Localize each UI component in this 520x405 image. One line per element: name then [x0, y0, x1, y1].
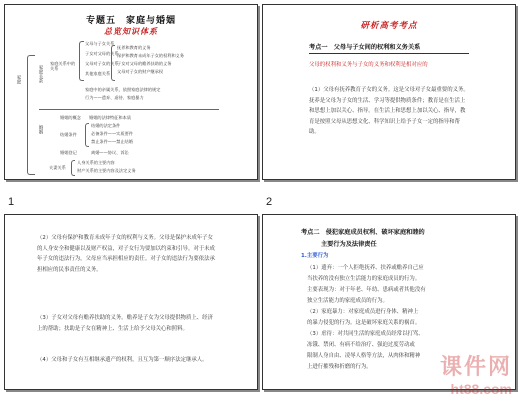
mindmap-root: 家庭 — [15, 75, 21, 84]
body-line-9: 限制人身自由、凌辱人格等方法，从肉体和精神 — [307, 353, 421, 359]
watermark-big: 课件网 — [439, 354, 512, 379]
body-line-1: （1）遗弃：一个人拒绝抚养、扶养或赡养自己应 — [307, 265, 424, 271]
mindmap-item-b4: 禁止条件——禁止结婚 — [91, 139, 133, 144]
section-heading: 1.主要行为 — [301, 253, 329, 259]
slide-number-2: 2 — [266, 196, 273, 208]
mindmap-note-a1: 家庭中的亲属关系，依照家庭法律的规定 — [85, 87, 161, 92]
kaodian-heading-line2: 主要行为及法律责任 — [321, 241, 377, 248]
mindmap-group-b3: 婚姻登记 — [60, 150, 77, 155]
mindmap-group-b4: 夫妻关系 — [49, 165, 66, 170]
mindmap-right-4: 父母对子女的财产继承权 — [117, 69, 164, 74]
body-paragraph-3: （4）父母和子女有互相继承遗产的权利，且互为第一顺序法定继承人。 — [37, 357, 208, 363]
slide-3-thumbnail[interactable] — [4, 214, 258, 390]
mindmap-brace-b4 — [71, 160, 75, 176]
mindmap-branch-b: 婚姻 — [37, 125, 43, 134]
body-line-2: 当扶养的没有独立生活能力的家庭成员的行为。 — [307, 276, 421, 282]
body-line-10: 上进行摧残和折磨的行为。 — [307, 364, 372, 370]
watermark-url: ht88.com — [450, 381, 512, 397]
highlight-text: 父母的权利和义务与子女的义务和权利是相对应的 — [309, 62, 428, 68]
mindmap-item-a1: 父母与子女关系 — [85, 41, 115, 46]
kaodian-heading: 考点一 父母与子女间的权利和义务关系 — [309, 44, 421, 51]
mindmap-group-b2: 结婚条件 — [60, 132, 77, 137]
slide-title: 研析高考考点 — [360, 21, 418, 31]
kaodian-underline — [309, 53, 469, 54]
mindmap-brace-rights — [111, 45, 115, 81]
body-paragraph-1: （2）父母有保护和教育未成年子女的权利与义务。父母是保护未成年子女的人身安全和健康以及财产权益，对子女行为要加以约束和引导。对于未成年子女的违法行为，父母应当承担相应的责任。对子女的违法行为要依法承担相应的民事责任的义务。 — [37, 235, 215, 273]
mindmap-item-b1: 婚姻的法律特征和本质 — [89, 115, 131, 120]
mindmap-item-a2: 子女对父母的关系 — [85, 51, 119, 56]
mindmap-brace-root — [27, 55, 35, 175]
mindmap-item-b7: 财产关系的主要内容及法定义务 — [77, 168, 136, 173]
slide-subtitle: 总览知识体系 — [104, 27, 158, 36]
body-line-8: 冻饿、禁闭、有病不给治疗、强迫过度劳动或 — [307, 342, 415, 348]
mindmap-brace-a — [79, 41, 84, 81]
slide-2-thumbnail[interactable] — [262, 4, 516, 180]
mindmap-item-a4: 其他家庭关系 — [85, 71, 111, 76]
mindmap-right-1: 抚养和教育的义务 — [117, 45, 151, 50]
body-line-6: 的暴力侵犯的行为。这是破坏家庭关系的祸首。 — [307, 320, 421, 326]
mindmap-group-b1: 婚姻的概念 — [60, 115, 81, 120]
mindmap-note-a2: 行为——遗弃、虐待、家庭暴力 — [85, 95, 144, 100]
mindmap-item-b2: 结婚的法定条件 — [91, 123, 121, 128]
mindmap-right-3: 子女对父母的赡养扶助的义务 — [117, 61, 172, 66]
body-paragraph-2: （3）子女对父母有赡养扶助的义务。赡养是子女为父母提供物质上、经济上的帮助；扶助是子女在精神上、生活上给予父母关心和照料。 — [37, 315, 213, 332]
mindmap-item-b5: 离婚——协议、诉讼 — [91, 150, 129, 155]
body-line-3: 主要表现为：对于年老、年幼、患病或者其他没有 — [307, 287, 426, 293]
body-paragraph: （1）父母有抚养教育子女的义务。这是父母对子女最重要的义务。抚养是父母为子女的生活、学习等提供物质条件；教育是在生活上和思想上加以关心、指导。在生活上和思想上加以关心、指导，教育是按照父母从思想文化、科学知识上给予子女一定的指导和帮助。 — [309, 87, 469, 136]
site-watermark — [440, 350, 512, 397]
mindmap-brace-b2 — [85, 123, 89, 147]
body-line-7: （3）虐待：对共同生活的家庭成员经常以打骂、 — [307, 331, 424, 337]
mindmap-item-a3: 父母对子女的关系 — [85, 61, 119, 66]
slide-number-1: 1 — [8, 196, 15, 208]
mindmap-item-b6: 人身关系的主要内容 — [77, 160, 115, 165]
mindmap-branch-a: 家庭关系 — [37, 65, 43, 83]
body-line-5: （2）家庭暴力：对家庭成员进行身体、精神上 — [307, 309, 419, 315]
body-line-4: 独立生活能力的家庭成员的行为。 — [307, 298, 388, 304]
mindmap-item-b3: 必备条件——实质要件 — [91, 131, 133, 136]
mindmap-divider — [39, 109, 219, 110]
mindmap-right-2: 保护和教育未成年子女的权利和义务 — [117, 53, 185, 58]
kaodian-heading-line1: 考点二 侵犯家庭成员权利、破坏家庭和睦的 — [301, 229, 425, 236]
slide-1-thumbnail[interactable] — [4, 4, 258, 180]
slide-title: 专题五 家庭与婚姻 — [85, 16, 176, 26]
mindmap-group-a: 家庭关系中的关系 — [50, 61, 76, 72]
